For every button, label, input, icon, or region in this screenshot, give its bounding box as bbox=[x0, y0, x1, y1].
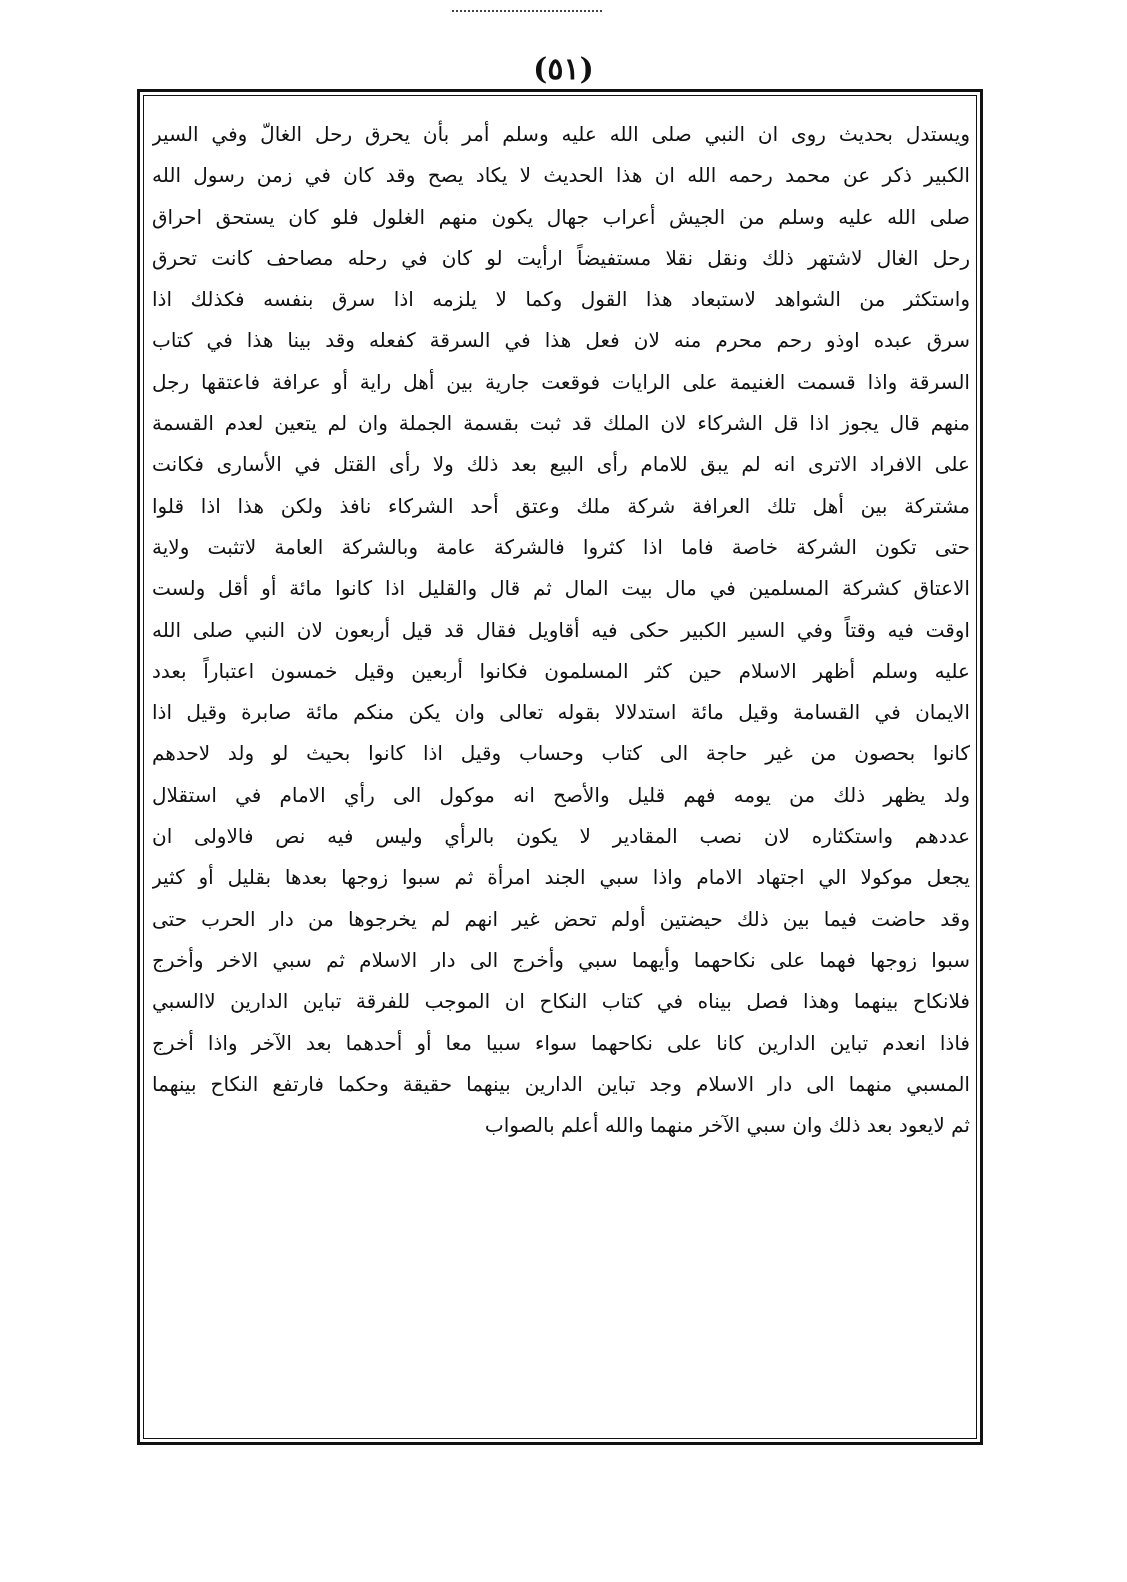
text-body bbox=[152, 114, 970, 1146]
text-line: صلى الله عليه وسلم من الجيش أعراب جهال يكون منهم الغلول فلو كان يستحق احراق bbox=[152, 204, 970, 229]
text-line: المسبي منهما الى دار الاسلام وجد تباين الدارين بينهما حقيقة وحكما فارتفع النكاح بينهما bbox=[152, 1071, 970, 1096]
text-line: فلانكاح بينهما وهذا فصل بيناه في كتاب النكاح ان الموجب للفرقة تباين الدارين لاالسبي bbox=[152, 989, 970, 1014]
text-line: عددهم واستكثاره لان نصب المقادير لا يكون بالرأي وليس فيه نص فالاولى ان bbox=[152, 824, 970, 849]
text-line: ويستدل بحديث روى ان النبي صلى الله عليه وسلم أمر بأن يحرق رحل الغالّ وفي السير bbox=[152, 122, 970, 146]
text-line: سرق عبده اوذو رحم محرم منه لان فعل هذا في السرقة كفعله وقد بينا هذا في كتاب bbox=[152, 328, 970, 353]
text-line: الاعتاق كشركة المسلمين في مال بيت المال ثم قال والقليل اذا كانوا مائة أو أقل ولست bbox=[152, 576, 970, 601]
text-line: اوقت فيه وقتاً وفي السير الكبير حكى فيه أقاويل فقال قد قيل أربعون لان النبي صلى الله bbox=[152, 617, 970, 642]
text-line: عليه وسلم أظهر الاسلام حين كثر المسلمون فكانوا أربعين وقيل خمسون اعتباراً بعدد bbox=[152, 658, 970, 683]
text-line: السرقة واذا قسمت الغنيمة على الرايات فوقعت جارية بين أهل راية أو عرافة فاعتقها رجل bbox=[152, 369, 970, 394]
text-line: ثم لايعود بعد ذلك وان سبي الآخر منهما والله أعلم بالصواب bbox=[484, 1113, 970, 1138]
text-line: ولد يظهر ذلك من يومه فهم قليل والأصح انه موكول الى رأي الامام في استقلال bbox=[152, 782, 970, 807]
text-line: حتى تكون الشركة خاصة فاما اذا كثروا فالشركة عامة وبالشركة العامة لاتثبت ولاية bbox=[152, 534, 970, 559]
text-line: الكبير ذكر عن محمد رحمه الله ان هذا الحديث لا يكاد يصح وقد كان في زمن رسول الله bbox=[152, 163, 970, 188]
text-line: مشتركة بين أهل تلك العرافة شركة ملك وعتق أحد الشركاء نافذ ولكن هذا اذا قلوا bbox=[152, 493, 970, 518]
text-line: منهم قال يجوز اذا قل الشركاء لان الملك قد ثبت بقسمة الجملة وان لم يتعين لعدم القسمة bbox=[152, 411, 970, 436]
text-line: يجعل موكولا الي اجتهاد الامام واذا سبي الجند امرأة ثم سبوا زوجها بعدها بقليل أو كثير bbox=[152, 865, 970, 890]
page-number: (٥١) bbox=[533, 52, 594, 87]
text-line: على الافراد الاترى انه لم يبق للامام رأى البيع بعد ذلك ولا رأى القتل في الأسارى فكانت bbox=[152, 452, 970, 477]
text-line: وقد حاضت فيما بين ذلك حيضتين أولم تحض غير انهم لم يخرجوها من دار الحرب حتى bbox=[152, 906, 970, 931]
text-line: كانوا بحصون من غير حاجة الى كتاب وحساب وقيل اذا كانوا بحيث لو ولد لاحدهم bbox=[152, 741, 970, 766]
text-line: الايمان في القسامة وقيل مائة استدلالا بقوله تعالى وان يكن منكم مائة صابرة وقيل اذا bbox=[152, 700, 970, 725]
text-line: فاذا انعدم تباين الدارين كانا على نكاحهما سواء سبيا معا أو أحدهما بعد الآخر واذا أخرج bbox=[152, 1030, 970, 1055]
top-rule bbox=[452, 10, 602, 12]
text-line: سبوا زوجها فهما على نكاحهما وأيهما سبي وأخرج الى دار الاسلام ثم سبي الاخر وأخرج bbox=[152, 947, 970, 972]
text-line: واستكثر من الشواهد لاستبعاد هذا القول وكما لا يلزمه اذا سرق بنفسه فكذلك اذا bbox=[152, 287, 970, 312]
text-line: رحل الغال لاشتهر ذلك ونقل نقلا مستفيضاً ارأيت لو كان في رحله مصاحف كانت تحرق bbox=[152, 245, 970, 270]
